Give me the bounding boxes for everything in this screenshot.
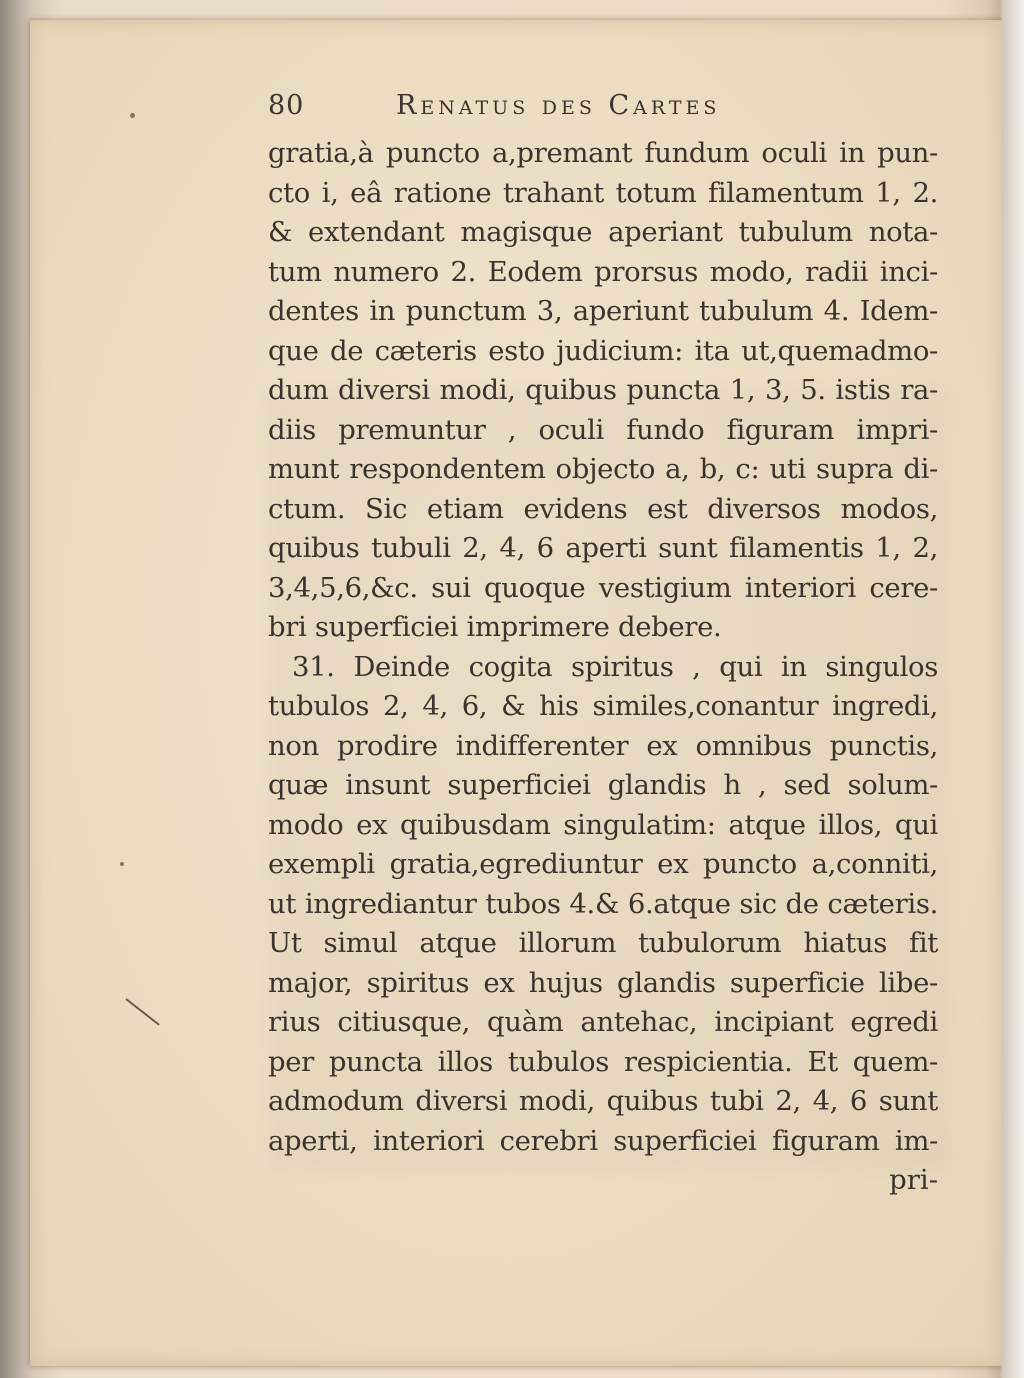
next-page-edge bbox=[1002, 0, 1024, 1378]
text-line: admodum diversi modi, quibus tubi 2, 4, 6 sunt bbox=[268, 1085, 938, 1117]
catchword-row bbox=[268, 1161, 938, 1201]
text-line: dum diversi modi, quibus puncta 1, 3, 5. istis ra- bbox=[268, 374, 938, 406]
ink-speck bbox=[130, 113, 135, 118]
text-line: que de cæteris esto judicium: ita ut,quemadmo- bbox=[268, 334, 938, 367]
text-line: tum numero 2. Eodem prorsus modo, radii inci- bbox=[268, 255, 938, 288]
text-line: & extendant magisque aperiant tubulum nota- bbox=[268, 216, 938, 248]
paragraph-end-line: bri superficiei imprimere debere. bbox=[268, 611, 722, 643]
text-line: exempli gratia,egrediuntur ex puncto a,conniti, bbox=[268, 848, 938, 880]
text-line: dentes in punctum 3, aperiunt tubulum 4. Idem- bbox=[268, 295, 938, 327]
text-line: 3,4,5,6,&c. sui quoque vestigium interiori cere- bbox=[268, 571, 938, 604]
text-line: gratia,à puncto a,premant fundum oculi in pun- bbox=[268, 137, 938, 169]
ink-speck bbox=[120, 862, 124, 866]
text-block bbox=[268, 90, 938, 1201]
text-line: modo ex quibusdam singulatim: atque illos, qui bbox=[268, 808, 938, 841]
text-line: diis premuntur , oculi fundo figuram impri- bbox=[268, 413, 938, 446]
text-line: per puncta illos tubulos respicientia. Et quem- bbox=[268, 1045, 938, 1078]
text-line: ut ingrediantur tubos 4.& 6.atque sic de cæteris. bbox=[268, 887, 938, 920]
text-line: major, spiritus ex hujus glandis superficie libe- bbox=[268, 966, 938, 999]
text-line: quibus tubuli 2, 4, 6 aperti sunt filamentis 1, 2, bbox=[268, 532, 938, 564]
catchword: pri- bbox=[889, 1164, 938, 1196]
book-page bbox=[30, 20, 1002, 1366]
ink-stroke-mark bbox=[125, 998, 159, 1025]
text-line: ctum. Sic etiam evidens est diversos modos, bbox=[268, 492, 938, 525]
text-line: rius citiusque, quàm antehac, incipiant egredi bbox=[268, 1006, 938, 1038]
text-line: cto i, eâ ratione trahant totum filamentum 1, 2. bbox=[268, 176, 938, 209]
text-line: Ut simul atque illorum tubulorum hiatus fit bbox=[268, 927, 938, 959]
text-line: aperti, interiori cerebri superficiei figuram im- bbox=[268, 1124, 938, 1157]
text-line: munt respondentem objecto a, b, c: uti supra di- bbox=[268, 453, 938, 485]
paragraph-start-line: 31. Deinde cogita spiritus , qui in singulos bbox=[292, 650, 938, 683]
running-head: Renatus des Cartes bbox=[396, 90, 721, 121]
page-header bbox=[268, 90, 938, 134]
text-line: quæ insunt superficiei glandis h , sed solum- bbox=[268, 769, 938, 801]
page-number: 80 bbox=[268, 90, 305, 121]
text-line: non prodire indifferenter ex omnibus punctis, bbox=[268, 729, 938, 762]
text-line: tubulos 2, 4, 6, & his similes,conantur ingredi, bbox=[268, 690, 938, 722]
